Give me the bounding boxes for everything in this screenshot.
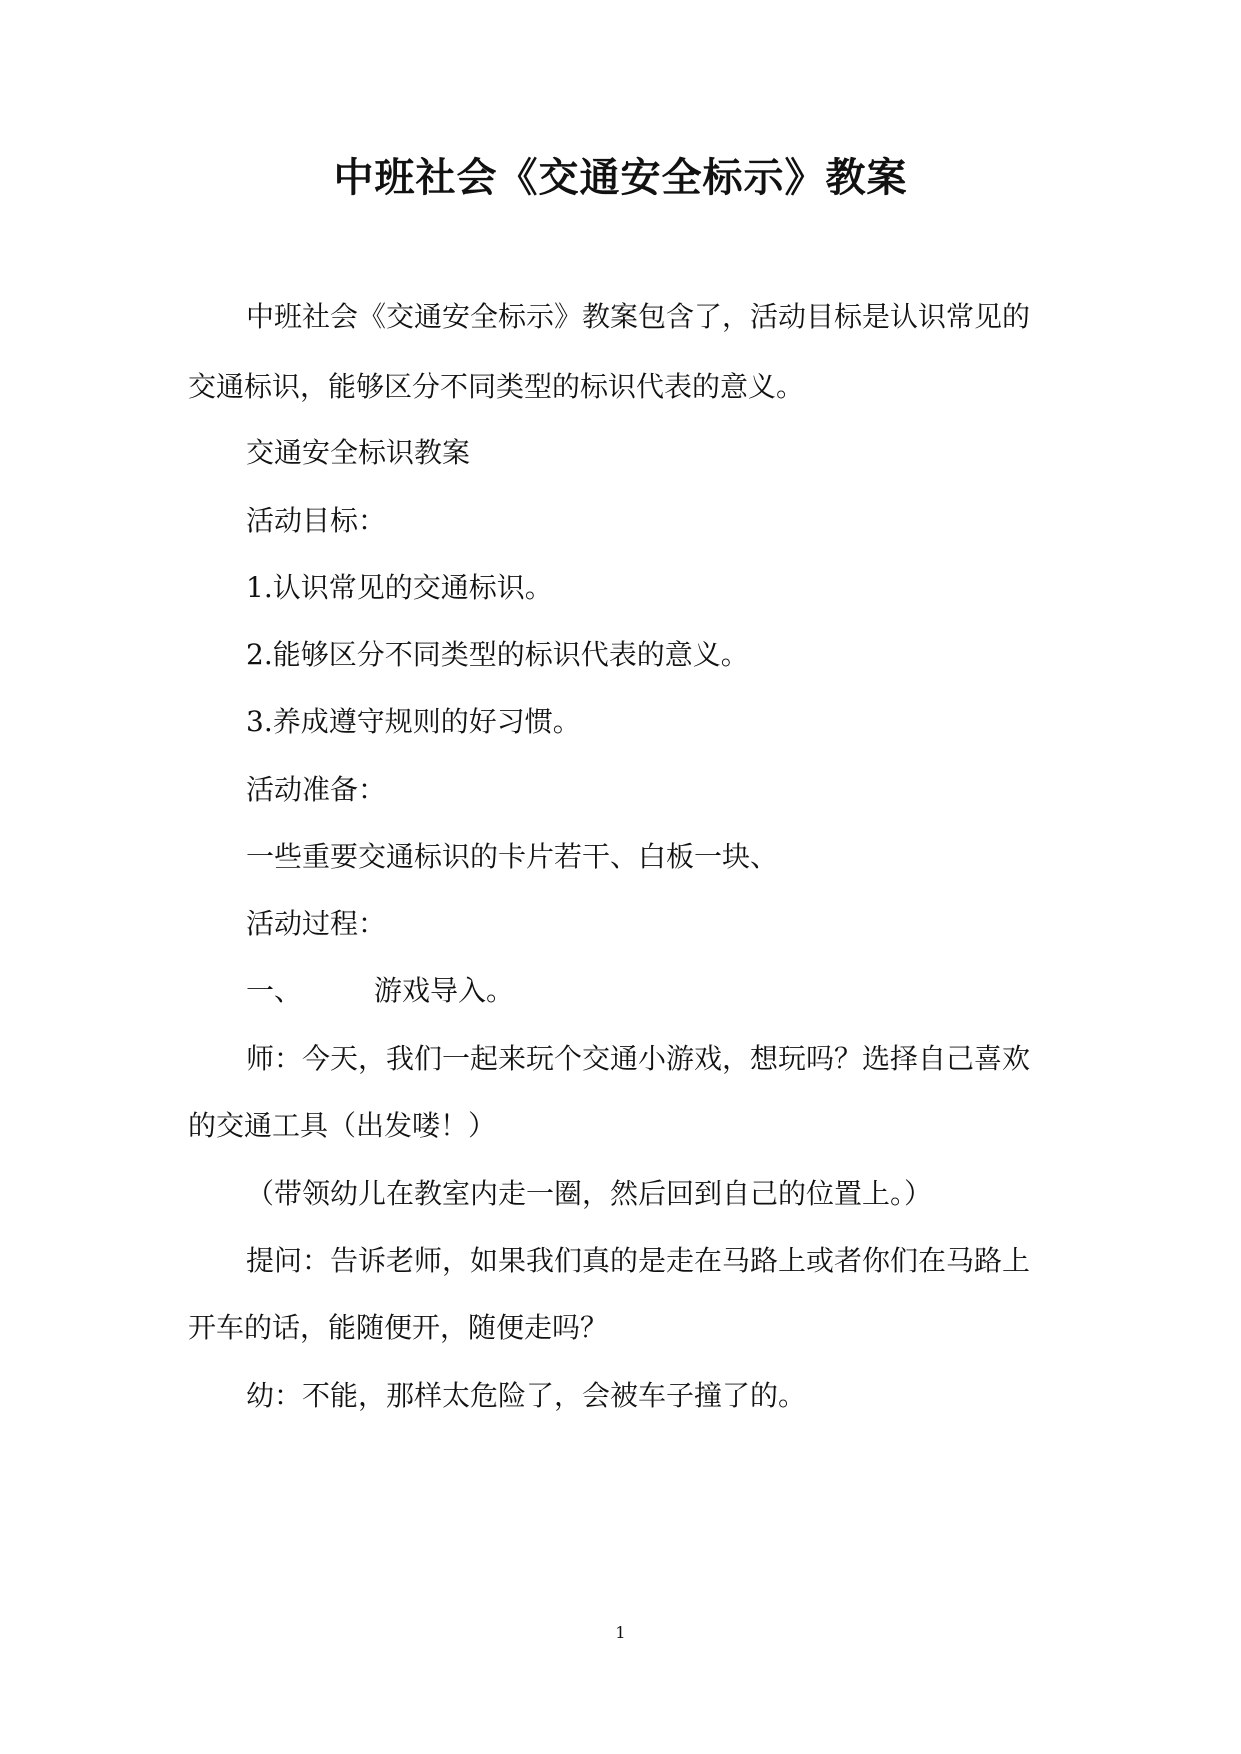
section-heading: 交通安全标识教案 (246, 436, 471, 469)
question-line-1: 提问：告诉老师，如果我们真的是走在马路上或者你们在马路上 (246, 1244, 1031, 1277)
step-1-text: 游戏导入。 (374, 974, 515, 1007)
teacher-line-1: 师：今天，我们一起来玩个交通小游戏，想玩吗？选择自己喜欢 (246, 1042, 1031, 1075)
goals-label: 活动目标： (246, 504, 387, 537)
question-line-2: 开车的话，能随便开，随便走吗？ (188, 1311, 609, 1344)
intro-line-2: 交通标识，能够区分不同类型的标识代表的意义。 (188, 370, 805, 403)
prep-label: 活动准备： (246, 773, 387, 806)
child-answer: 幼：不能，那样太危险了，会被车子撞了的。 (246, 1379, 807, 1412)
process-label: 活动过程： (246, 907, 387, 940)
page-number: 1 (615, 1623, 626, 1642)
step-1 (246, 970, 1050, 1012)
prep-text: 一些重要交通标识的卡片若干、白板一块、 (246, 840, 779, 873)
step-1-number: 一、 (246, 974, 303, 1007)
goal-item-3: 3.养成遵守规则的好习惯。 (246, 705, 581, 738)
teacher-line-2: 的交通工具（出发喽！） (188, 1109, 497, 1142)
intro-line-1: 中班社会《交通安全标示》教案包含了，活动目标是认识常见的 (246, 300, 1031, 333)
goal-item-2: 2.能够区分不同类型的标识代表的意义。 (246, 638, 749, 671)
document-title: 中班社会《交通安全标示》教案 (333, 154, 908, 201)
goal-item-1: 1.认识常见的交通标识。 (246, 571, 553, 604)
action-note: （带领幼儿在教室内走一圈，然后回到自己的位置上。） (246, 1177, 933, 1210)
